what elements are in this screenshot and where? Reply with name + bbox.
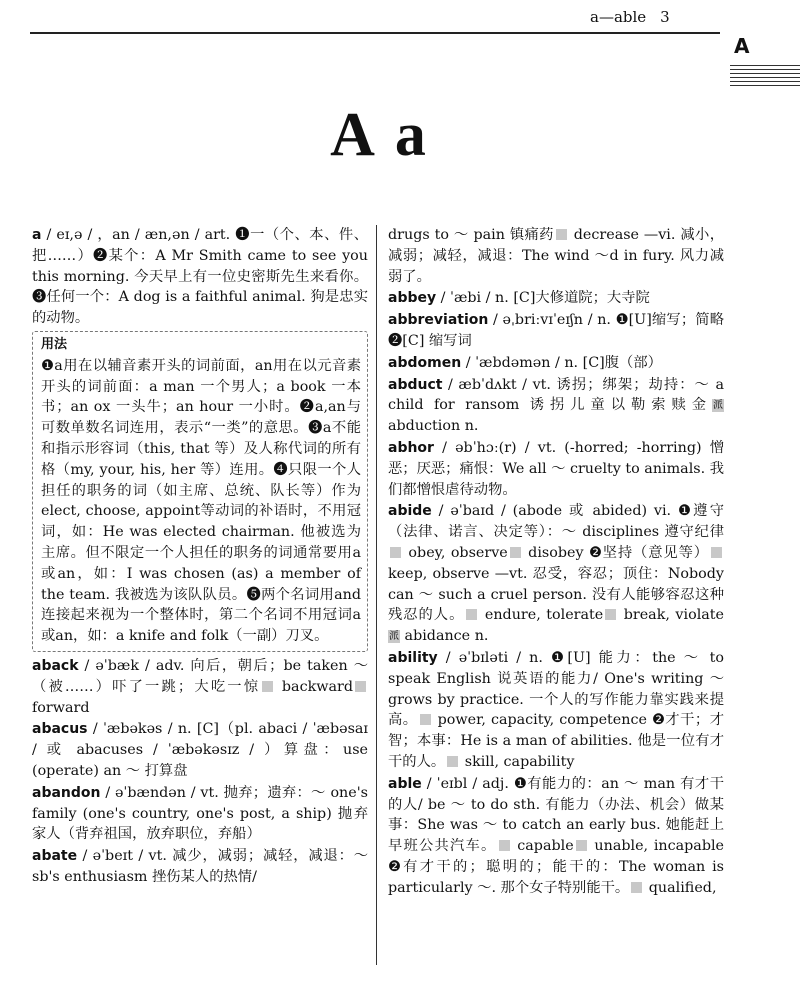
synonym-marker (499, 840, 510, 851)
usage-text: ❶a用在以辅音素开头的词前面，an用在以元音素开头的词前面：a man 一个男人；a book 一本书；an ox 一头牛；an hour 一小时。❷a,an与可数单数名词连用，表示“一类”的意思。❸a不能和指示形容词（this, that 等）及人称代词的所有格（my, your, his, her 等）连用。❹只限一个人担任的职务的词（如主席、总统、队长等）作为 elect, choose, appoint等动词的补语时，不用冠词，如：He was elected chairman. 他被选为主席。但不限定一个人担任的职务的词通常要用a或an，如：I was chosen (as) a member of the team. 我被选为该队队员。❺两个名词用and连接起来视为一个整体时，第二个名词不用冠词a或an，如：a knife and folk（一副）刀叉。 (41, 357, 361, 645)
headword: abdomen (388, 354, 462, 371)
entry-abandon (32, 783, 368, 845)
entry-body: / ˈæbəkəs / n. [C]（pl. abaci / ˈæbəsaɪ / 或 abacuses / ˈæbəkəsɪz / ）算盘：use (operate) an ～ 打算盘 (32, 721, 368, 779)
entry-body: / əˈbændən / vt. 抛弃；遗弃：～ one's family (one's country, one's post, a ship) 抛弃家人（背弃祖国，放弃职位，弃船） (32, 784, 368, 843)
entry-ability: ability / əˈbɪləti / n. ❶[U] 能力：the ～ to speak English 说英语的能力/ One's writing ～ grows by practice. 一个人的写作能力靠实践来提高。 power, capacity, competence ❷才干；才智；本事：He is a man of abilities. 他是一位有才干的人。 skill, capability (388, 649, 725, 770)
headword: aback (32, 657, 79, 674)
headword: abide (388, 503, 432, 520)
left-column (32, 225, 368, 888)
headword: abduct (388, 376, 443, 393)
synonym-marker (631, 882, 642, 893)
entry-abate-continued: drugs to ～ pain 镇痛药 decrease —vi. 减小，减弱；减轻，减退：The wind ～d in fury. 风力减弱了。 (388, 227, 724, 285)
entry-abbreviation: abbreviation / əˌbriːvɪˈeɪʃn / n. ❶[U]缩写；简略 ❷[C] 缩写词 (388, 312, 724, 349)
entry-body: / eɪ,ə / ，an / æn,ən / art. ❶一（个、本、件、把……）❷某个：A Mr Smith came to see you this morning. 今天早上有一位史密斯先生来看你。❸任何一个：A dog is a faithful animal. 狗是忠实的动物。 (32, 227, 368, 327)
headword: ability (388, 649, 438, 666)
headword: abandon (32, 784, 101, 801)
header-rule (30, 32, 720, 34)
entry-abacus (32, 719, 368, 781)
antonym-marker (355, 681, 366, 692)
right-column (388, 225, 724, 899)
antonym-marker (510, 547, 521, 558)
headword: abate (32, 848, 78, 865)
entry-abdomen: abdomen / ˈæbdəmən / n. [C]腹（部） (388, 354, 662, 371)
antonym-marker (576, 840, 587, 851)
synonym-marker (390, 547, 401, 558)
entry-body: / əˈbeɪt / vt. 减少，减弱；减轻，减退：～ sb's enthusiasm 挫伤某人的热情/ (32, 848, 368, 885)
usage-label: 用法 (41, 336, 68, 352)
derivative-marker: 派 (713, 400, 723, 412)
page-number: 3 (660, 8, 670, 26)
entry-abhor: abhor / əbˈhɔː(r) / vt. (-horred; -horring) 憎恶；厌恶；痛恨：We all ～ cruelty to animals. 我们都憎恨虐待动物。 (388, 439, 724, 498)
headword: abhor (388, 439, 434, 456)
column-divider (376, 225, 377, 965)
running-title: a—able (590, 8, 647, 26)
headword: abbey (388, 290, 437, 307)
entry-abate (32, 846, 368, 888)
synonym-marker (447, 756, 458, 767)
antonym-marker (605, 609, 616, 620)
entry-abduct: abduct / æbˈdʌkt / vt. 诱拐；绑架；劫持：～ a child for ransom 诱拐儿童以勒索赎金派 abduction n. (388, 376, 724, 435)
letter-thumb-tab (730, 36, 800, 86)
synonym-marker (711, 547, 722, 558)
tab-lines (730, 62, 800, 86)
entry-body: / əˈbæk / adv. 向后，朝后；be taken ～（被……）吓了一跳；大吃一惊 (32, 657, 368, 695)
derivative-marker: 派 (389, 631, 399, 643)
entry-a (32, 225, 368, 329)
section-title: A a (330, 101, 430, 169)
tab-letter: A (734, 34, 750, 58)
entry-abide: abide / əˈbaɪd / (abode 或 abided) vi. ❶遵守（法律、诺言、决定等）：～ disciplines 遵守纪律 obey, observe disobey ❷坚持（意见等） keep, observe —vt. 忍受，容忍；顶住：Nobody can ～ such a cruel person. 没有人能够容忍这种残忍的人。 endure, tolerate break, violate 派 abidance n. (388, 503, 724, 645)
headword: abacus (32, 721, 88, 738)
headword: abbreviation (388, 312, 489, 329)
entry-able: able / ˈeɪbl / adj. ❶有能力的：an ～ man 有才干的人/ be ～ to do sth. 有能力（办法、机会）做某事：She was ～ to catch an early bus. 她能赶上早班公共汽车。 capable unable, incapable ❷有才干的；聪明的；能干的：The woman is particularly ～. 那个女子特别能干。 qualified, (388, 775, 725, 896)
headword: a (32, 227, 42, 243)
entry-aback: aback / əˈbæk / adv. 向后，朝后；be taken ～（被……）吓了一跳；大吃一惊 backward forward (32, 657, 368, 716)
running-header (590, 8, 670, 26)
headword: able (388, 775, 422, 792)
synonym-marker (262, 681, 273, 692)
usage-box (32, 331, 368, 652)
synonym-marker (556, 229, 567, 240)
synonym-marker (420, 714, 431, 725)
entry-abbey: abbey / ˈæbi / n. [C]大修道院；大寺院 (388, 290, 650, 307)
synonym-marker (466, 609, 477, 620)
